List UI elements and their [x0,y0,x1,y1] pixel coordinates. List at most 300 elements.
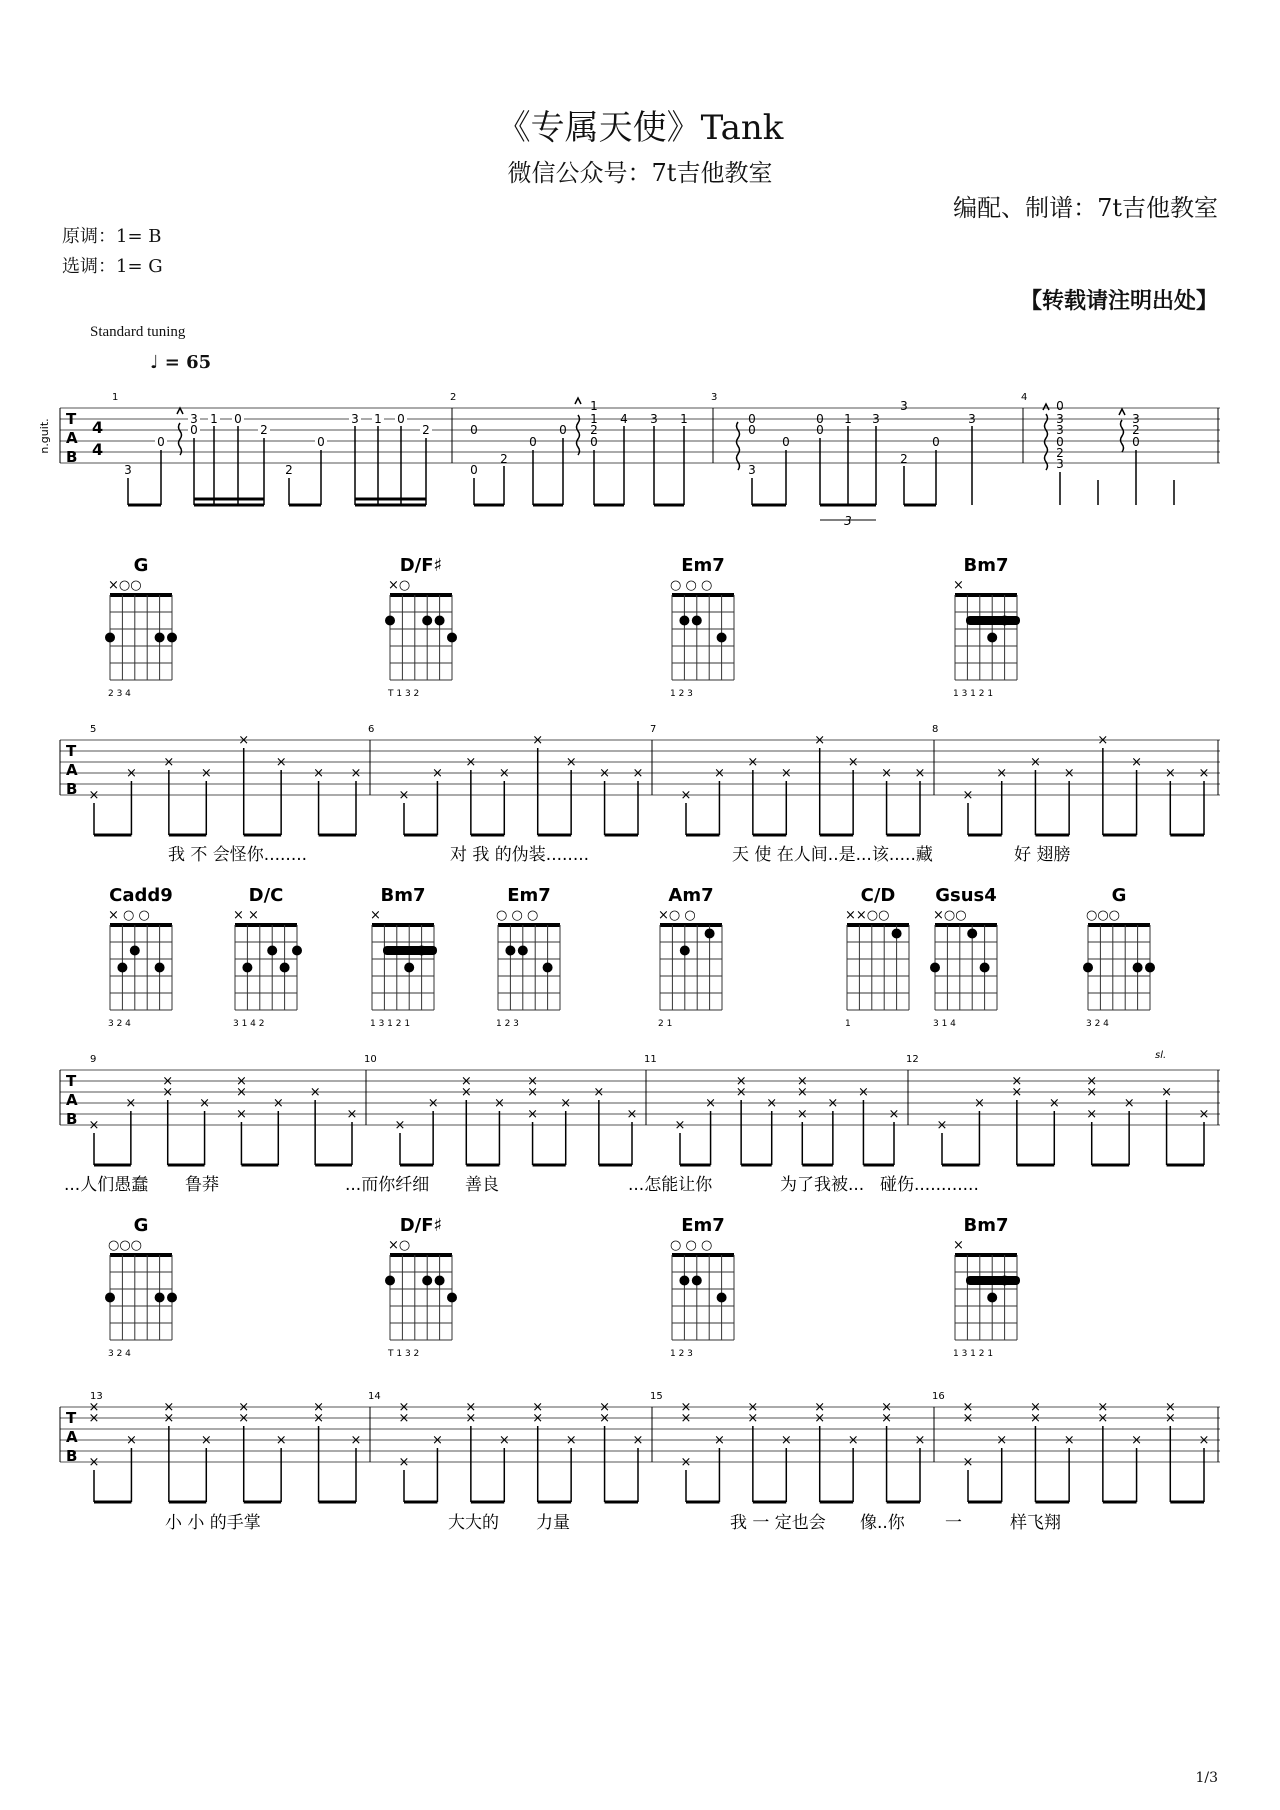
strum-x-mark: × [162,1085,174,1100]
strum-x-mark: × [747,755,759,770]
svg-text:3: 3 [650,412,658,426]
strum-x-mark: × [163,755,175,770]
svg-text:1: 1 [210,412,218,426]
tab-clef [66,1409,78,1465]
strum-x-mark: × [398,1400,410,1415]
strum-x-mark: × [460,1074,472,1089]
strum-x-mark: × [847,755,859,770]
svg-text:3: 3 [1132,412,1140,426]
svg-text:0: 0 [748,412,756,426]
barre-bar [966,1276,1020,1285]
chord-open-mute-markers: ×○ [388,578,411,593]
tab-clef-a: A [66,429,78,447]
chord-diagram [930,885,997,1029]
strum-x-mark: × [1097,733,1109,748]
triplet-mark: 3 [844,514,852,528]
finger-dot [705,929,715,939]
strum-x-mark: × [1164,766,1176,781]
measure-number: 1 [112,392,119,403]
chord-name: Bm7 [963,1215,1009,1236]
chord-diagram [105,555,177,699]
slide-mark: sl. [1155,1050,1167,1061]
finger-numbers: 1 2 3 [670,1349,693,1359]
strum-x-mark: × [881,766,893,781]
strum-x-mark: × [1097,1411,1109,1426]
svg-text:12: 12 [906,1054,919,1065]
chord-diagram [658,885,722,1029]
finger-dot [447,633,457,643]
svg-text:0: 0 [529,435,537,449]
chord-diagram [845,885,909,1029]
strum-x-mark: × [398,788,410,803]
strum-x-mark: × [460,1085,472,1100]
arranger-credit: 编配、制谱：7t吉他教室 [953,194,1218,222]
strum-x-mark: × [626,1107,638,1122]
svg-text:0: 0 [559,423,567,437]
strum-x-mark: × [88,1411,100,1426]
lyric-text: ...而你纤细 [345,1175,430,1195]
svg-text:0: 0 [1056,399,1064,413]
strum-x-mark: × [962,1455,974,1470]
strum-x-mark: × [163,1411,175,1426]
strum-x-mark: × [1086,1107,1098,1122]
strum-x-mark: × [1029,1400,1041,1415]
strum-x-mark: × [680,1400,692,1415]
finger-dot [892,929,902,939]
lyric-text: 样飞翔 [1010,1513,1061,1533]
chord-open-mute-markers: × [953,578,964,593]
strum-x-mark: × [680,1455,692,1470]
fretboard-grid [390,595,452,680]
svg-text:7: 7 [650,724,657,735]
svg-text:A: A [66,1091,78,1109]
finger-dot [987,1293,997,1303]
finger-dot [543,963,553,973]
strum-x-mark: × [309,1085,321,1100]
strum-x-mark: × [565,755,577,770]
strum-x-mark: × [780,1433,792,1448]
finger-dot [435,1276,445,1286]
strum-x-mark: × [398,1455,410,1470]
strum-x-mark: × [962,788,974,803]
finger-dot [1145,963,1155,973]
chord-diagram [233,885,302,1029]
strum-x-mark: × [275,1433,287,1448]
chord-name: Em7 [681,555,725,576]
svg-text:A: A [66,761,78,779]
svg-text:0: 0 [816,423,824,437]
svg-text:3: 3 [124,463,132,477]
strum-x-mark: × [1063,766,1075,781]
chord-diagram [496,885,560,1029]
finger-dot [155,1293,165,1303]
measure-numbers [90,1054,919,1065]
strum-x-mark: × [680,1411,692,1426]
strum-x-mark: × [936,1118,948,1133]
finger-dot [967,929,977,939]
strum-x-mark: × [398,1411,410,1426]
chord-name: D/F♯ [399,555,443,576]
strum-x-mark: × [962,1411,974,1426]
finger-dot [447,1293,457,1303]
svg-text:3: 3 [872,412,880,426]
tab-clef-t: T [66,410,77,428]
strum-x-mark: × [599,766,611,781]
chord-open-mute-markers: ×○○ [933,908,967,923]
measure-number: 2 [450,392,457,403]
svg-text:3: 3 [748,463,756,477]
strum-x-mark: × [881,1400,893,1415]
finger-dot [692,1276,702,1286]
strum-x-mark: × [527,1074,539,1089]
quarter-note-icon: ♩ [150,352,159,373]
strum-x-mark: × [565,1433,577,1448]
svg-text:3: 3 [1056,423,1064,437]
tab-clef [66,742,78,798]
svg-text:3: 3 [900,399,908,413]
finger-dot [1083,963,1093,973]
svg-text:A: A [66,1428,78,1446]
svg-text:2: 2 [900,452,908,466]
svg-text:0: 0 [748,423,756,437]
finger-dot [505,946,515,956]
strum-x-mark: × [814,733,826,748]
strum-x-mark: × [674,1118,686,1133]
tempo-value: = 65 [164,352,212,373]
finger-dot [155,963,165,973]
chord-diagram [105,1215,177,1359]
lyric-text: 好 翅膀 [1014,845,1071,865]
strum-x-mark: × [632,766,644,781]
strum-x-mark: × [350,1433,362,1448]
barre-bar [966,616,1020,625]
strum-x-mark: × [1123,1096,1135,1111]
chord-name: G [133,1215,149,1236]
finger-dot [987,633,997,643]
strum-x-mark: × [1131,755,1143,770]
time-sig-top: 4 [92,418,104,437]
lyric-text: 我 不 会怪你........ [168,845,308,865]
finger-dot [518,946,528,956]
strum-x-mark: × [1063,1433,1075,1448]
measure-number: 4 [1021,392,1028,403]
lyric-text: 力量 [536,1513,570,1533]
page-number: 1/3 [1195,1770,1218,1786]
finger-dot [242,963,252,973]
finger-numbers: 3 1 4 [933,1019,956,1029]
finger-dot [422,616,432,626]
strum-x-mark: × [238,733,250,748]
chord-diagram [953,555,1020,699]
finger-numbers: 1 2 3 [496,1019,519,1029]
time-sig-bottom: 4 [92,440,104,459]
finger-dot [692,616,702,626]
strum-x-mark: × [125,1433,137,1448]
strum-x-mark: × [593,1085,605,1100]
strum-x-mark: × [560,1096,572,1111]
strum-x-mark: × [235,1085,247,1100]
strum-x-mark: × [599,1400,611,1415]
chord-open-mute-markers: ×○ [388,1238,411,1253]
finger-dot [105,1293,115,1303]
lyric-text: 我 一 定也会 [730,1513,826,1533]
strum-x-mark: × [705,1096,717,1111]
svg-text:13: 13 [90,1391,103,1402]
svg-text:0: 0 [317,435,325,449]
svg-text:3: 3 [968,412,976,426]
strum-x-mark: × [350,766,362,781]
finger-numbers: 1 3 1 2 1 [370,1019,411,1029]
strum-x-mark: × [796,1074,808,1089]
svg-text:4: 4 [620,412,628,426]
strum-x-mark: × [532,1400,544,1415]
lyric-text: 像..你 [860,1513,905,1533]
strum-x-mark: × [200,766,212,781]
strum-x-mark: × [735,1074,747,1089]
chord-open-mute-markers: ○ ○ ○ [496,908,539,923]
page-title: 《专属天使》Tank [496,108,784,148]
strum-x-mark: × [162,1074,174,1089]
chord-name: G [133,555,149,576]
strum-x-mark: × [996,766,1008,781]
chord-diagram [370,885,437,1029]
strum-x-mark: × [1164,1411,1176,1426]
strum-x-mark: × [914,1433,926,1448]
lyric-text: 鲁莽 [185,1175,219,1195]
svg-text:14: 14 [368,1391,381,1402]
strum-x-mark: × [747,1400,759,1415]
strum-x-mark: × [125,766,137,781]
strum-x-mark: × [431,1433,443,1448]
svg-text:3: 3 [351,412,359,426]
svg-text:1: 1 [844,412,852,426]
finger-dot [117,963,127,973]
svg-text:3: 3 [1056,457,1064,471]
lyric-text: 大大的 [448,1513,499,1533]
chord-name: D/C [248,885,284,906]
svg-text:0: 0 [190,423,198,437]
strum-x-mark: × [527,1107,539,1122]
svg-text:8: 8 [932,724,939,735]
strum-x-mark: × [465,1411,477,1426]
strum-x-mark: × [713,1433,725,1448]
fretboard-grid [390,1255,452,1340]
strum-x-mark: × [780,766,792,781]
chord-diagram [1083,885,1155,1029]
strum-x-mark: × [238,1411,250,1426]
finger-numbers: 2 3 4 [108,689,131,699]
strum-x-mark: × [199,1096,211,1111]
finger-numbers: 2 1 [658,1019,673,1029]
strum-x-mark: × [1011,1074,1023,1089]
strum-x-mark: × [599,1411,611,1426]
finger-dot [155,633,165,643]
svg-text:15: 15 [650,1391,663,1402]
strum-x-mark: × [814,1400,826,1415]
strum-x-mark: × [1086,1085,1098,1100]
measure-numbers [90,724,938,735]
fretboard-grid [955,595,1017,680]
repost-note: 【转载请注明出处】 [1019,288,1218,314]
finger-numbers: 1 [845,1019,851,1029]
finger-dot [130,946,140,956]
svg-text:1: 1 [374,412,382,426]
finger-dot [292,946,302,956]
strum-x-mark: × [88,1455,100,1470]
measure-number: 3 [711,392,718,403]
chord-open-mute-markers: × [370,908,381,923]
svg-text:9: 9 [90,1054,97,1065]
strum-x-mark: × [235,1074,247,1089]
strum-x-mark: × [532,733,544,748]
strum-x-mark: × [680,788,692,803]
strum-x-mark: × [888,1107,900,1122]
finger-dot [717,1293,727,1303]
barre-bar [383,946,437,955]
strum-x-mark: × [88,1118,100,1133]
fretboard-grid [372,925,434,1010]
svg-text:3: 3 [190,412,198,426]
strum-x-mark: × [465,755,477,770]
fretboard-grid [847,925,909,1010]
strum-x-mark: × [394,1118,406,1133]
svg-text:0: 0 [1132,435,1140,449]
strum-x-mark: × [962,1400,974,1415]
svg-text:0: 0 [234,412,242,426]
strum-x-mark: × [532,1411,544,1426]
strum-x-mark: × [527,1085,539,1100]
strum-x-mark: × [973,1096,985,1111]
svg-text:2: 2 [422,423,430,437]
svg-text:T: T [66,1409,77,1427]
chord-open-mute-markers: ×○ ○ [658,908,696,923]
finger-numbers: 3 2 4 [108,1349,131,1359]
finger-dot [280,963,290,973]
lyric-text: ...怎能让你 [628,1175,713,1195]
finger-dot [717,633,727,643]
strum-x-mark: × [1011,1085,1023,1100]
strum-x-mark: × [313,1411,325,1426]
svg-text:11: 11 [644,1054,657,1065]
svg-text:0: 0 [157,435,165,449]
strum-x-mark: × [235,1107,247,1122]
svg-text:2: 2 [1132,423,1140,437]
tab-clef-b: B [66,448,78,466]
svg-text:2: 2 [260,423,268,437]
finger-numbers: 1 3 1 2 1 [953,1349,994,1359]
strum-x-mark: × [847,1433,859,1448]
strum-x-mark: × [881,1411,893,1426]
strum-x-mark: × [747,1411,759,1426]
strum-x-mark: × [493,1096,505,1111]
strum-x-mark: × [275,755,287,770]
chord-open-mute-markers: × × [233,908,259,923]
chord-diagram [670,1215,734,1359]
svg-text:B: B [66,1447,78,1465]
finger-dot [1133,963,1143,973]
svg-text:0: 0 [470,423,478,437]
strum-x-mark: × [1029,755,1041,770]
chord-name: C/D [860,885,896,906]
lyric-text: 天 使 在人间..是...该.....藏 [732,845,933,865]
strum-x-mark: × [200,1433,212,1448]
chord-open-mute-markers: ×○○ [108,578,142,593]
chord-diagram [385,555,457,699]
finger-dot [167,633,177,643]
chord-name: Gsus4 [935,885,997,906]
subtitle: 微信公众号：7t吉他教室 [507,159,773,187]
chord-name: Am7 [668,885,714,906]
fretboard-grid [660,925,722,1010]
svg-text:0: 0 [590,435,598,449]
lyric-text: 对 我 的伪装........ [450,845,590,865]
svg-text:10: 10 [364,1054,377,1065]
chord-diagram [108,885,173,1029]
svg-text:6: 6 [368,724,375,735]
svg-text:0: 0 [932,435,940,449]
finger-numbers: T 1 3 2 [388,689,420,699]
finger-dot [167,1293,177,1303]
finger-dot [385,616,395,626]
intro-fret-numbers [122,399,1140,477]
chord-name: Cadd9 [109,885,173,906]
svg-text:2: 2 [590,423,598,437]
chord-open-mute-markers: × [953,1238,964,1253]
chord-open-mute-markers: ○○○ [108,1238,143,1253]
strum-x-mark: × [313,1400,325,1415]
svg-text:16: 16 [932,1391,945,1402]
finger-dot [435,616,445,626]
svg-text:B: B [66,1110,78,1128]
chord-name: Em7 [507,885,551,906]
finger-numbers: 1 3 1 2 1 [953,689,994,699]
finger-dot [105,633,115,643]
chord-diagrams [105,555,1155,1359]
tuning-label: Standard tuning [90,324,186,340]
strum-x-mark: × [427,1096,439,1111]
svg-text:T: T [66,742,77,760]
svg-text:B: B [66,780,78,798]
finger-numbers: 3 1 4 2 [233,1019,265,1029]
svg-text:1: 1 [590,399,598,413]
finger-numbers: 3 2 4 [108,1019,131,1029]
svg-text:0: 0 [782,435,790,449]
lyric-text: 为了我被... [780,1175,865,1195]
finger-dot [679,1276,689,1286]
finger-dot [679,616,689,626]
strum-x-mark: × [857,1085,869,1100]
strum-x-mark: × [465,1400,477,1415]
strum-x-mark: × [88,788,100,803]
strum-x-mark: × [1198,766,1210,781]
strum-x-mark: × [632,1433,644,1448]
strum-x-mark: × [125,1096,137,1111]
strum-x-mark: × [1161,1085,1173,1100]
lyric-text: 善良 [465,1175,499,1195]
original-key: 原调：1= B [62,226,162,247]
finger-dot [267,946,277,956]
lyric-text: 一 [945,1513,962,1533]
chord-diagram [670,555,734,699]
svg-text:2: 2 [285,463,293,477]
strum-x-mark: × [1048,1096,1060,1111]
finger-dot [680,946,690,956]
strum-x-mark: × [88,1400,100,1415]
chord-name: G [1111,885,1127,906]
finger-numbers: 1 2 3 [670,689,693,699]
svg-text:1: 1 [590,412,598,426]
svg-text:2: 2 [1056,446,1064,460]
